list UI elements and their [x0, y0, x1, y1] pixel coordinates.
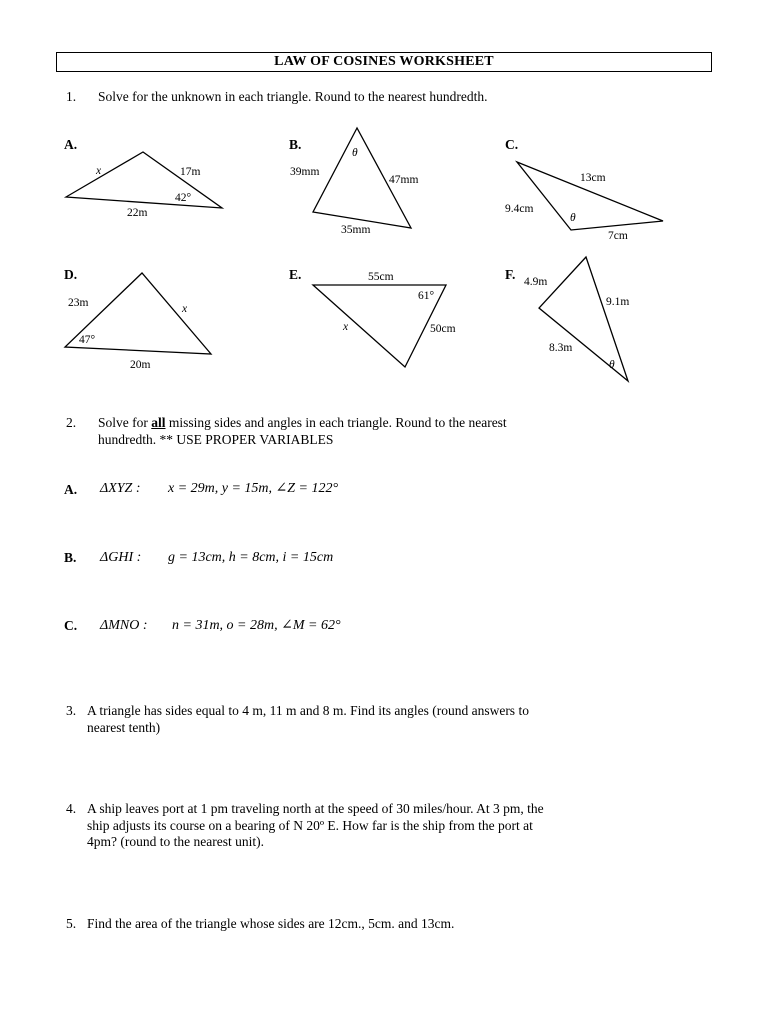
- triangle-f-side-8-3m: 8.3m: [549, 342, 573, 354]
- question-1-number: 1.: [66, 89, 77, 104]
- question-4-line1: A ship leaves port at 1 pm traveling north at the speed of 30 miles/hour. At 3 pm, the: [87, 801, 544, 816]
- part-2a-letter: A.: [64, 482, 78, 497]
- triangle-a-angle-42: 42°: [175, 192, 192, 204]
- part-2c-given: n = 31m, o = 28m, ∠M = 62°: [172, 618, 341, 633]
- triangle-d-side-20m: 20m: [130, 359, 151, 371]
- triangle-e-letter: E.: [289, 267, 302, 282]
- part-2a-given: x = 29m, y = 15m, ∠Z = 122°: [168, 481, 339, 496]
- triangle-e: [313, 271, 456, 367]
- question-4-line2: ship adjusts its course on a bearing of N 20º E. How far is the ship from the port at: [87, 818, 533, 833]
- question-5-text: Find the area of the triangle whose sides are 12cm., 5cm. and 13cm.: [87, 916, 455, 931]
- triangle-a-side-17m: 17m: [180, 166, 201, 178]
- question-2-text-post: missing sides and angles in each triangle. Round to the nearest: [165, 415, 507, 430]
- triangle-c-side-7cm: 7cm: [608, 230, 628, 242]
- question-2-text-pre: Solve for: [98, 415, 152, 430]
- question-2-text-all: all: [151, 415, 166, 430]
- triangle-e-side-55cm: 55cm: [368, 271, 394, 283]
- triangle-f-angle-theta: θ: [609, 359, 615, 371]
- triangle-c-angle-theta: θ: [570, 212, 576, 224]
- triangle-d-letter: D.: [64, 267, 78, 282]
- triangle-a-letter: A.: [64, 137, 78, 152]
- part-2b-given: g = 13cm, h = 8cm, i = 15cm: [168, 550, 334, 565]
- question-3-number: 3.: [66, 703, 77, 718]
- part-2a-triangle: ΔXYZ :: [100, 481, 141, 496]
- part-2b-letter: B.: [64, 550, 77, 565]
- triangle-a: [66, 152, 222, 219]
- worksheet-title: LAW OF COSINES WORKSHEET: [56, 52, 712, 72]
- question-5-number: 5.: [66, 916, 77, 931]
- triangle-e-side-x: x: [343, 321, 349, 333]
- triangle-d: [65, 273, 211, 371]
- triangle-a-shape: [66, 152, 222, 208]
- part-2c-letter: C.: [64, 618, 78, 633]
- question-4-line3: 4pm? (round to the nearest unit).: [87, 834, 264, 849]
- triangle-b-angle-theta: θ: [352, 147, 358, 159]
- triangle-a-side-x: x: [96, 165, 102, 177]
- question-2-line1: [98, 414, 507, 431]
- triangle-c-side-9-4cm: 9.4cm: [505, 203, 534, 215]
- triangle-d-side-x: x: [182, 303, 188, 315]
- question-2-line2: hundredth. ** USE PROPER VARIABLES: [98, 432, 334, 447]
- part-2b-triangle: ΔGHI :: [100, 550, 142, 565]
- triangle-d-angle-47: 47°: [79, 334, 96, 346]
- triangle-f-letter: F.: [505, 267, 516, 282]
- triangle-b-side-39mm: 39mm: [290, 166, 320, 178]
- question-3-line2: nearest tenth): [87, 720, 161, 735]
- triangle-f: [524, 257, 629, 381]
- triangle-b-side-35mm: 35mm: [341, 224, 371, 236]
- triangle-e-side-50cm: 50cm: [430, 323, 456, 335]
- triangle-f-side-9-1m: 9.1m: [606, 296, 630, 308]
- triangle-b-letter: B.: [289, 137, 302, 152]
- question-3-line1: A triangle has sides equal to 4 m, 11 m and 8 m. Find its angles (round answers to: [87, 703, 529, 718]
- triangle-d-side-23m: 23m: [68, 297, 89, 309]
- triangle-c-letter: C.: [505, 137, 519, 152]
- triangle-b: [290, 128, 418, 236]
- triangle-a-side-22m: 22m: [127, 207, 148, 219]
- question-4-number: 4.: [66, 801, 77, 816]
- question-2-number: 2.: [66, 415, 77, 430]
- triangle-f-side-4-9m: 4.9m: [524, 276, 548, 288]
- triangle-c-side-13cm: 13cm: [580, 172, 606, 184]
- triangle-e-angle-61: 61°: [418, 290, 435, 302]
- question-1-text: Solve for the unknown in each triangle. Round to the nearest hundredth.: [98, 89, 488, 104]
- triangle-c: [505, 162, 663, 242]
- triangle-diagrams: [0, 0, 768, 400]
- triangle-b-side-47mm: 47mm: [389, 174, 419, 186]
- part-2c-triangle: ΔMNO :: [100, 618, 148, 633]
